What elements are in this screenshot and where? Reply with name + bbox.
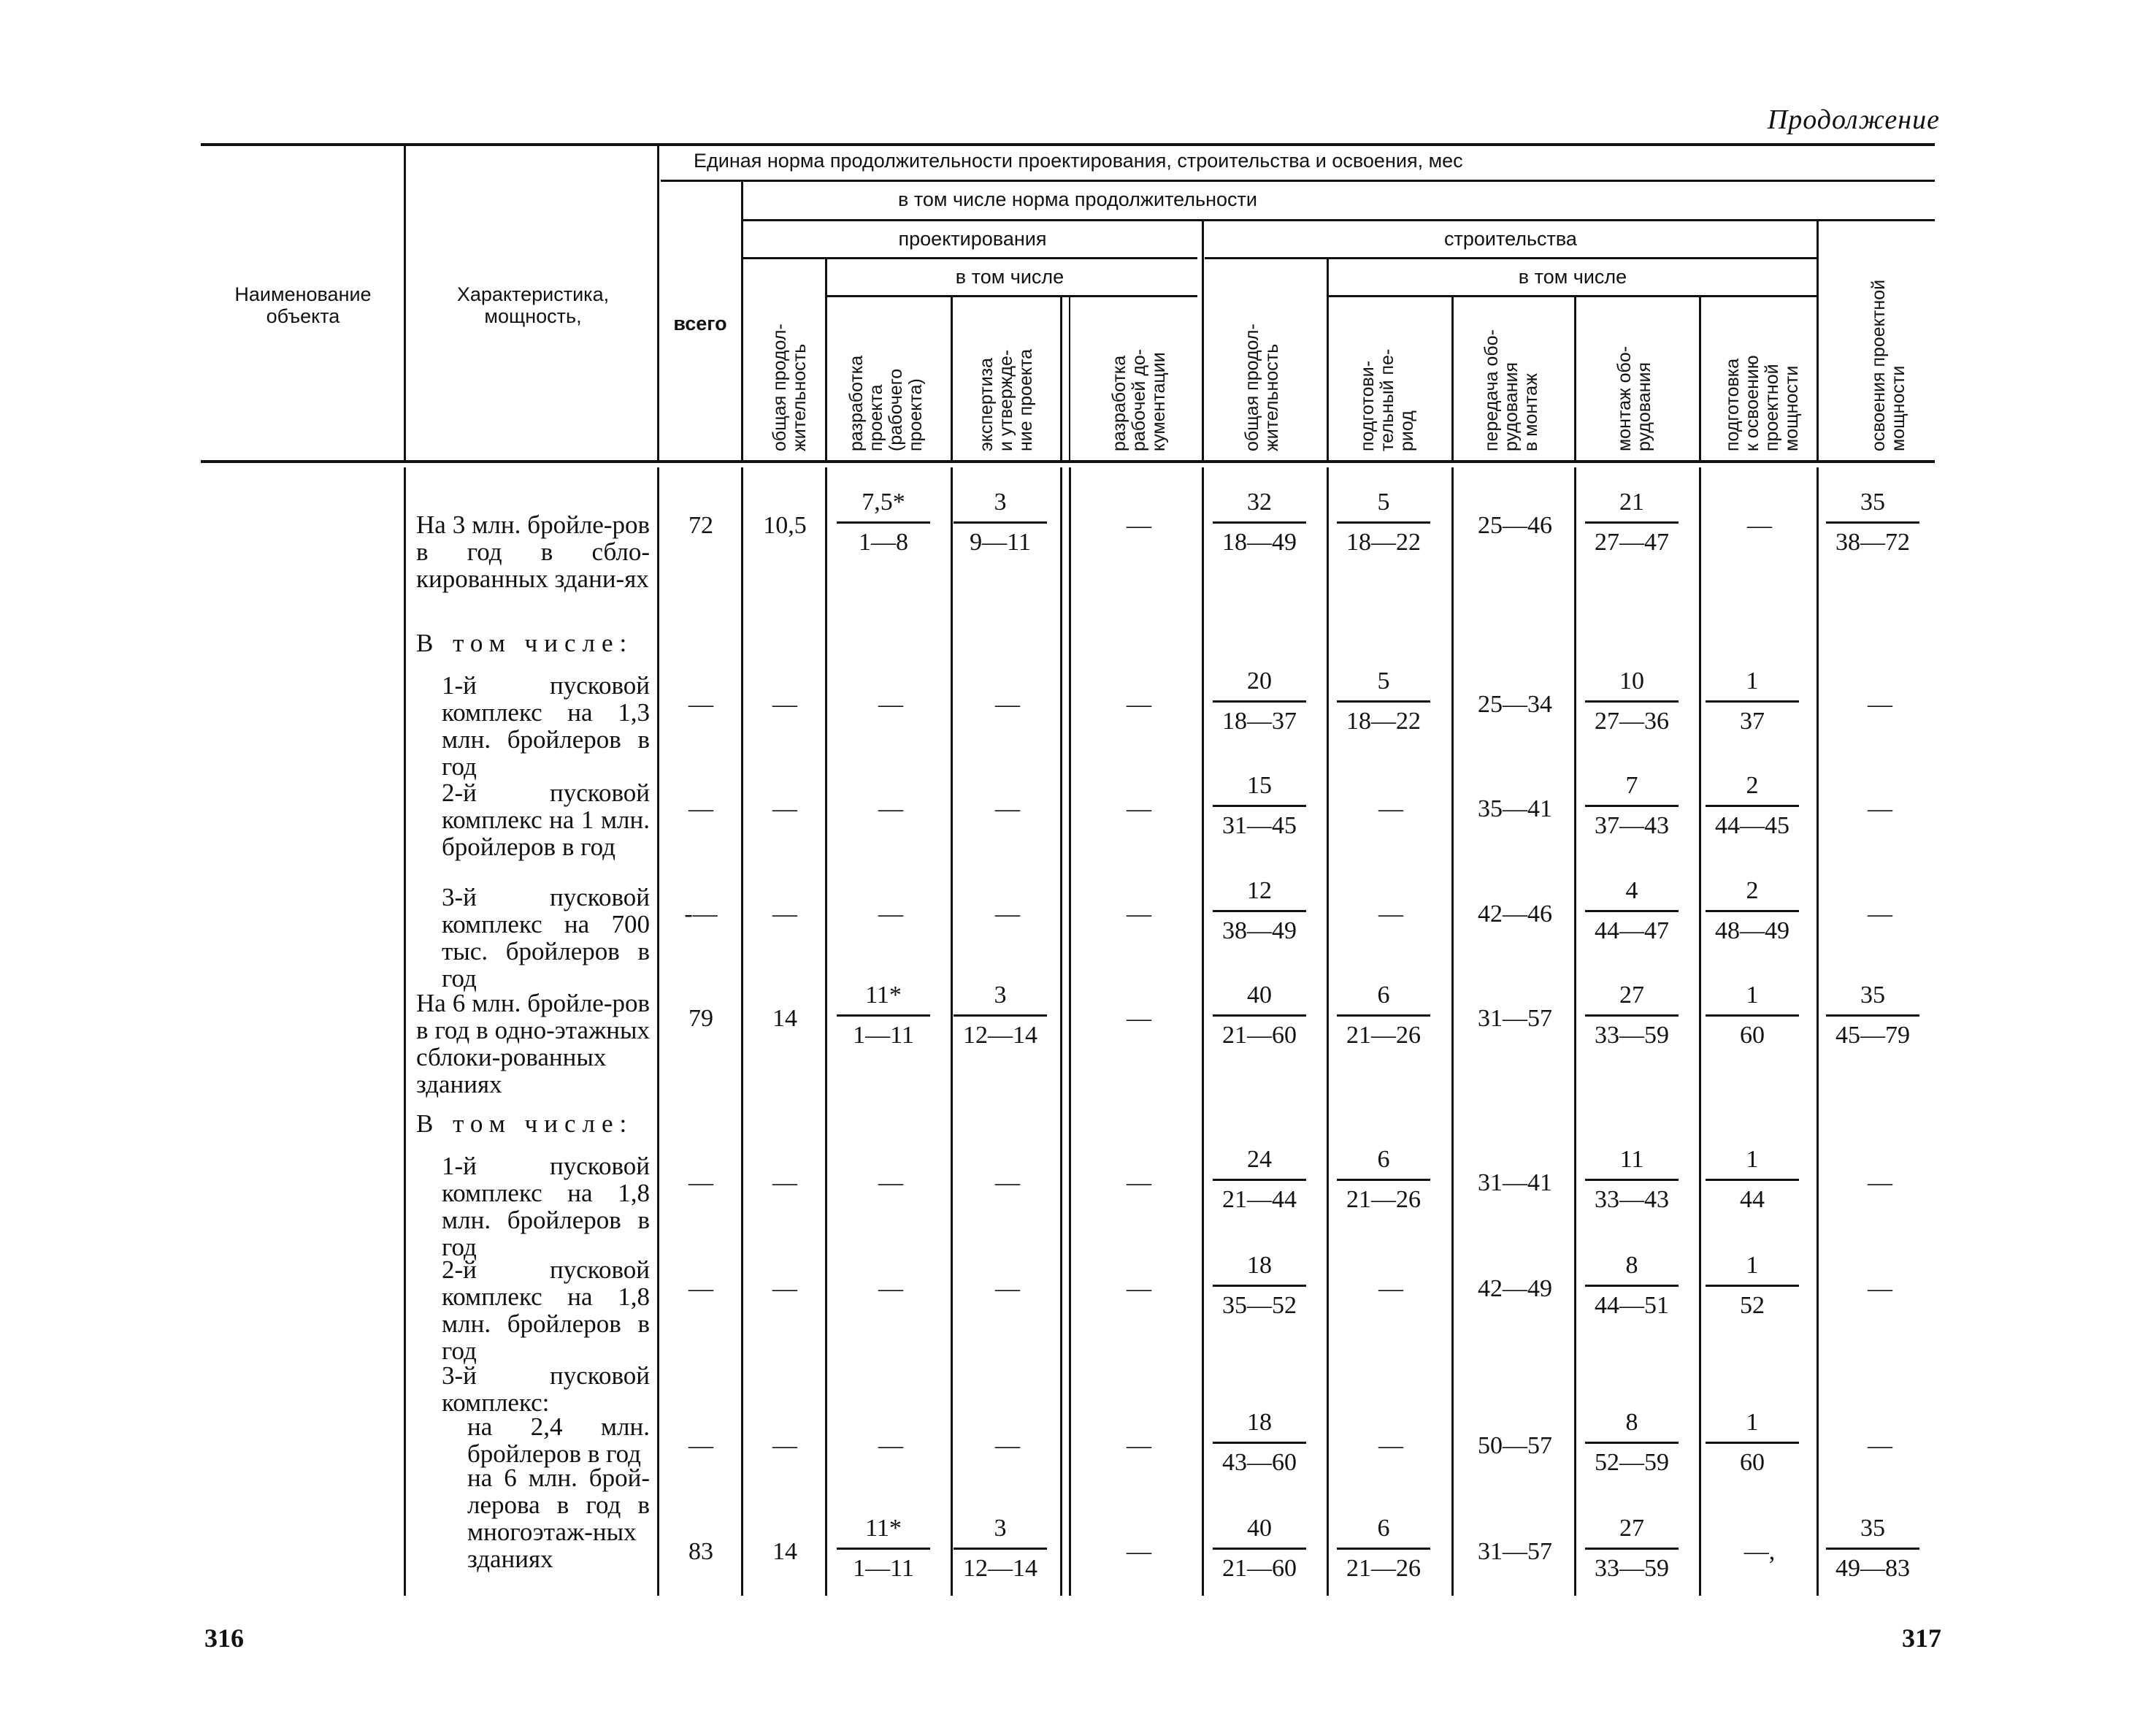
cell-total: 83 <box>688 1538 713 1565</box>
cell-work: — <box>1127 1275 1151 1302</box>
cell-mastering-numerator: 35 <box>1860 489 1885 516</box>
cell-transfer: 25—46 <box>1478 512 1552 539</box>
cell-exp: — <box>995 1275 1020 1302</box>
cell-design_total: 14 <box>772 1005 797 1032</box>
cell-total: 79 <box>688 1005 713 1032</box>
cell-prep_dev-fraction <box>1706 667 1799 736</box>
cell-mount-denominator: 44—47 <box>1595 917 1669 944</box>
header-equipment-mount: монтаж обо- рудования <box>1614 345 1654 451</box>
cell-exp-denominator: 12—14 <box>963 1555 1037 1582</box>
page-number-right: 317 <box>1902 1623 1941 1653</box>
cell-total: — <box>688 795 713 822</box>
cell-exp-fraction <box>954 981 1047 1050</box>
cell-con_total-fraction <box>1213 1251 1306 1320</box>
cell-con_total-fraction <box>1213 667 1306 736</box>
rule-under-subheader <box>741 219 1935 221</box>
cell-prep-numerator: 6 <box>1377 1515 1390 1542</box>
cell-dev-numerator: 11* <box>865 1515 902 1542</box>
cell-mount-numerator: 8 <box>1625 1252 1638 1279</box>
header-construction-inthat: в том числе <box>1518 266 1627 288</box>
cell-prep: — <box>1378 1432 1403 1459</box>
vline-h-3 <box>741 181 743 460</box>
cell-prep_dev-numerator: 1 <box>1746 668 1759 695</box>
cell-mount-fraction <box>1585 1514 1679 1583</box>
header-characteristic: Характеристика, мощность, <box>456 283 610 327</box>
cell-exp-denominator: 12—14 <box>963 1022 1037 1049</box>
cell-mount-numerator: 11 <box>1619 1146 1644 1173</box>
vline-body-5 <box>951 467 953 1596</box>
cell-design_total: — <box>772 1432 797 1459</box>
cell-con_total-denominator: 31—45 <box>1222 812 1297 839</box>
vline-body-6 <box>1060 467 1062 1596</box>
cell-con_total-numerator: 18 <box>1247 1252 1272 1279</box>
header-object-name: Наименование объекта <box>234 283 372 327</box>
vline-body-8 <box>1202 467 1204 1596</box>
header-expertise: экспертиза и утвержде- ние проекта <box>976 348 1036 451</box>
cell-mount-denominator: 27—47 <box>1595 529 1669 556</box>
cell-con_total-denominator: 21—60 <box>1222 1555 1297 1582</box>
cell-prep_dev-numerator: 2 <box>1746 877 1759 904</box>
cell-con_total-fraction <box>1213 1514 1306 1583</box>
cell-mount-fraction <box>1585 876 1679 946</box>
cell-work: — <box>1127 900 1151 927</box>
vline-h-2 <box>657 145 659 460</box>
cell-mount-numerator: 4 <box>1625 877 1638 904</box>
cell-prep-numerator: 6 <box>1377 982 1390 1009</box>
cell-prep_dev: — <box>1747 512 1772 539</box>
cell-design_total: — <box>772 691 797 718</box>
cell-design_total: — <box>772 795 797 822</box>
row-name: На 3 млн. бройле-ров в год в сбло-кированных здани-ях <box>416 510 650 593</box>
row-name: 1-й пусковой комплекс на 1,8 млн. бройлеров в год <box>442 1152 650 1261</box>
cell-prep: — <box>1378 1275 1403 1302</box>
cell-dev: — <box>878 795 903 822</box>
cell-total: 72 <box>688 512 713 539</box>
cell-prep_dev-fraction <box>1706 876 1799 946</box>
cell-mount-numerator: 8 <box>1625 1409 1638 1436</box>
cell-con_total-denominator: 18—49 <box>1222 529 1297 556</box>
row-name: В том числе: <box>416 1109 634 1138</box>
cell-mount-fraction <box>1585 771 1679 841</box>
vline-body-10 <box>1451 467 1454 1596</box>
cell-mount-numerator: 7 <box>1625 772 1638 799</box>
cell-transfer: 31—57 <box>1478 1538 1552 1565</box>
cell-dev: — <box>878 1432 903 1459</box>
vline-body-13 <box>1817 467 1819 1596</box>
cell-mount-denominator: 27—36 <box>1595 708 1669 735</box>
row-name: 3-й пусковой комплекс на 700 тыс. бройлеров в год <box>442 883 650 992</box>
cell-mastering: — <box>1868 1275 1892 1302</box>
cell-mount-denominator: 33—59 <box>1595 1022 1669 1049</box>
cell-dev-fraction <box>837 981 930 1050</box>
cell-dev-numerator: 7,5* <box>862 489 905 516</box>
cell-work: — <box>1127 1432 1151 1459</box>
cell-design_total: — <box>772 1275 797 1302</box>
cell-transfer: 35—41 <box>1478 795 1552 822</box>
cell-prep_dev: —, <box>1743 1538 1776 1565</box>
cell-con_total-fraction <box>1213 771 1306 841</box>
row-name: В том числе: <box>416 629 634 657</box>
cell-exp-numerator: 3 <box>994 982 1007 1009</box>
cell-prep_dev-denominator: 48—49 <box>1715 917 1789 944</box>
cell-dev: — <box>878 1275 903 1302</box>
cell-dev-denominator: 1—11 <box>853 1555 914 1582</box>
cell-con_total-denominator: 38—49 <box>1222 917 1297 944</box>
header-prep-period: подготови- тельный пе- риод <box>1357 348 1417 451</box>
cell-transfer: 31—41 <box>1478 1169 1552 1196</box>
cell-mastering-numerator: 35 <box>1860 1515 1885 1542</box>
cell-transfer: 31—57 <box>1478 1005 1552 1032</box>
cell-con_total-denominator: 35—52 <box>1222 1292 1297 1319</box>
cell-prep-fraction <box>1337 981 1430 1050</box>
header-project-dev: разработка проекта (рабочего проекта) <box>846 355 926 451</box>
page-number-left: 316 <box>204 1623 244 1653</box>
cell-prep_dev-fraction <box>1706 1251 1799 1320</box>
rule-top <box>201 143 1935 146</box>
cell-mount-fraction <box>1585 1251 1679 1320</box>
cell-con_total-fraction <box>1213 1145 1306 1215</box>
cell-prep_dev-fraction <box>1706 771 1799 841</box>
vline-h-12 <box>1817 219 1819 460</box>
row-name: 1-й пусковой комплекс на 1,3 млн. бройлеров в год <box>442 671 650 781</box>
cell-mastering-fraction <box>1826 1514 1919 1583</box>
cell-work: — <box>1127 1005 1151 1032</box>
cell-prep_dev-fraction <box>1706 1408 1799 1477</box>
cell-mount-numerator: 27 <box>1619 982 1644 1009</box>
header-equipment-transfer: передача обо- рудования в монтаж <box>1481 329 1541 451</box>
cell-mastering-fraction <box>1826 488 1919 557</box>
vline-h-6b <box>1069 297 1070 460</box>
cell-exp-denominator: 9—11 <box>970 529 1031 556</box>
cell-prep: — <box>1378 900 1403 927</box>
cell-mount-numerator: 10 <box>1619 668 1644 695</box>
rule-header-bottom <box>201 460 1935 463</box>
cell-con_total-numerator: 20 <box>1247 668 1272 695</box>
cell-prep-numerator: 6 <box>1377 1146 1390 1173</box>
cell-exp-numerator: 3 <box>994 489 1007 516</box>
cell-design_total: — <box>772 1169 797 1196</box>
cell-prep-denominator: 18—22 <box>1346 529 1421 556</box>
cell-mount-fraction <box>1585 1145 1679 1215</box>
cell-exp-fraction <box>954 488 1047 557</box>
cell-prep_dev-numerator: 1 <box>1746 982 1759 1009</box>
cell-mount-denominator: 44—51 <box>1595 1292 1669 1319</box>
cell-work: — <box>1127 1538 1151 1565</box>
cell-work: — <box>1127 795 1151 822</box>
cell-prep-fraction <box>1337 1145 1430 1215</box>
cell-con_total-denominator: 43—60 <box>1222 1449 1297 1476</box>
cell-dev-denominator: 1—11 <box>853 1022 914 1049</box>
vline-h-6 <box>1060 297 1062 460</box>
cell-con_total-denominator: 21—44 <box>1222 1186 1297 1213</box>
cell-prep_dev-denominator: 37 <box>1740 708 1765 735</box>
header-design-inthat: в том числе <box>955 266 1064 288</box>
cell-dev-fraction <box>837 488 930 557</box>
cell-exp: — <box>995 900 1020 927</box>
cell-work: — <box>1127 512 1151 539</box>
cell-design_total: 10,5 <box>763 512 807 539</box>
vline-h-7 <box>1202 219 1204 460</box>
cell-prep_dev-denominator: 52 <box>1740 1292 1765 1319</box>
cell-work: — <box>1127 691 1151 718</box>
cell-con_total-denominator: 21—60 <box>1222 1022 1297 1049</box>
cell-prep_dev-fraction <box>1706 1145 1799 1215</box>
vline-h-10 <box>1574 297 1576 460</box>
vline-body-7 <box>1069 467 1071 1596</box>
cell-mastering: — <box>1868 1169 1892 1196</box>
cell-exp: — <box>995 1169 1020 1196</box>
cell-mastering: — <box>1868 691 1892 718</box>
cell-exp: — <box>995 691 1020 718</box>
cell-mount-fraction <box>1585 981 1679 1050</box>
cell-con_total-numerator: 40 <box>1247 982 1272 1009</box>
cell-mastering: — <box>1868 795 1892 822</box>
cell-mastering-fraction <box>1826 981 1919 1050</box>
cell-prep_dev-denominator: 44—45 <box>1715 812 1789 839</box>
rule-under-construction <box>1205 257 1817 259</box>
row-name: 2-й пусковой комплекс на 1 млн. бройлеров в год <box>442 779 650 861</box>
cell-mount-fraction <box>1585 667 1679 736</box>
header-unified-norm: Единая норма продолжительности проектирования, строительства и освоения, мес <box>694 150 1463 172</box>
cell-dev: — <box>878 900 903 927</box>
cell-prep-denominator: 18—22 <box>1346 708 1421 735</box>
cell-transfer: 42—46 <box>1478 900 1552 927</box>
rule-under-design <box>741 257 1197 259</box>
cell-mount-numerator: 27 <box>1619 1515 1644 1542</box>
row-name: на 6 млн. брой-лерова в год в многоэтаж-ных зданиях <box>467 1464 650 1573</box>
cell-exp-numerator: 3 <box>994 1515 1007 1542</box>
header-design: проектирования <box>898 228 1047 250</box>
rule-under-top-header <box>661 180 1935 182</box>
cell-total: — <box>688 1432 713 1459</box>
cell-con_total-numerator: 12 <box>1247 877 1272 904</box>
header-capacity-mastering: освоения проектной мощности <box>1868 279 1908 451</box>
header-capacity-prep: подготовка к освоению проектной мощности <box>1722 355 1802 451</box>
vline-body-9 <box>1327 467 1329 1596</box>
header-design-total: общая продол- жительность <box>770 324 810 451</box>
cell-exp: — <box>995 1432 1020 1459</box>
cell-exp-fraction <box>954 1514 1047 1583</box>
cell-total: -— <box>684 900 718 927</box>
cell-dev: — <box>878 1169 903 1196</box>
cell-prep-denominator: 21—26 <box>1346 1022 1421 1049</box>
cell-con_total-fraction <box>1213 488 1306 557</box>
row-name: 2-й пусковой комплекс на 1,8 млн. бройлеров в год <box>442 1255 650 1365</box>
cell-mastering: — <box>1868 900 1892 927</box>
cell-dev-numerator: 11* <box>865 982 902 1009</box>
cell-total: — <box>688 691 713 718</box>
cell-design_total: — <box>772 900 797 927</box>
cell-prep-fraction <box>1337 488 1430 557</box>
vline-h-5 <box>951 297 953 460</box>
cell-prep_dev-denominator: 44 <box>1740 1186 1765 1213</box>
continuation-label: Продолжение <box>1767 104 1940 135</box>
cell-mastering-denominator: 45—79 <box>1835 1022 1910 1049</box>
cell-prep_dev-fraction <box>1706 981 1799 1050</box>
cell-prep_dev-numerator: 2 <box>1746 772 1759 799</box>
row-name: на 2,4 млн. бройлеров в год <box>467 1412 650 1468</box>
cell-transfer: 50—57 <box>1478 1432 1552 1459</box>
cell-con_total-fraction <box>1213 1408 1306 1477</box>
cell-con_total-numerator: 24 <box>1247 1146 1272 1173</box>
cell-con_total-numerator: 18 <box>1247 1409 1272 1436</box>
cell-prep-denominator: 21—26 <box>1346 1555 1421 1582</box>
cell-mastering-denominator: 49—83 <box>1835 1555 1910 1582</box>
cell-mount-denominator: 33—43 <box>1595 1186 1669 1213</box>
cell-prep-denominator: 21—26 <box>1346 1186 1421 1213</box>
cell-total: — <box>688 1169 713 1196</box>
cell-prep_dev-numerator: 1 <box>1746 1409 1759 1436</box>
cell-prep_dev-denominator: 60 <box>1740 1449 1765 1476</box>
cell-dev: — <box>878 691 903 718</box>
row-name: На 6 млн. бройле-ров в год в одно-этажных сблоки-рованных зданиях <box>416 989 650 1098</box>
cell-design_total: 14 <box>772 1538 797 1565</box>
cell-con_total-fraction <box>1213 981 1306 1050</box>
cell-dev-denominator: 1—8 <box>859 529 908 556</box>
cell-mount-numerator: 21 <box>1619 489 1644 516</box>
cell-con_total-numerator: 15 <box>1247 772 1272 799</box>
cell-mount-fraction <box>1585 1408 1679 1477</box>
cell-work: — <box>1127 1169 1151 1196</box>
cell-transfer: 42—49 <box>1478 1275 1552 1302</box>
cell-transfer: 25—34 <box>1478 691 1552 718</box>
cell-mastering-denominator: 38—72 <box>1835 529 1910 556</box>
header-construction-total: общая продол- жительность <box>1242 324 1282 451</box>
header-in-that-norm: в том числе норма продолжительности <box>898 188 1257 210</box>
cell-mastering-numerator: 35 <box>1860 982 1885 1009</box>
vline-h-4 <box>825 259 827 460</box>
cell-mount-denominator: 33—59 <box>1595 1555 1669 1582</box>
cell-prep-fraction <box>1337 1514 1430 1583</box>
cell-total: — <box>688 1275 713 1302</box>
vline-body-1 <box>404 467 406 1596</box>
cell-exp: — <box>995 795 1020 822</box>
vline-body-12 <box>1699 467 1701 1596</box>
cell-mount-denominator: 37—43 <box>1595 812 1669 839</box>
cell-mastering: — <box>1868 1432 1892 1459</box>
cell-con_total-numerator: 40 <box>1247 1515 1272 1542</box>
cell-prep-numerator: 5 <box>1377 489 1390 516</box>
cell-prep-numerator: 5 <box>1377 668 1390 695</box>
cell-mount-fraction <box>1585 488 1679 557</box>
header-construction: строительства <box>1444 228 1577 250</box>
cell-prep: — <box>1378 795 1403 822</box>
header-total: всего <box>673 313 727 334</box>
cell-prep_dev-denominator: 60 <box>1740 1022 1765 1049</box>
vline-h-1 <box>404 145 406 460</box>
row-name: 3-й пусковой комплекс: <box>442 1361 650 1417</box>
cell-con_total-numerator: 32 <box>1247 489 1272 516</box>
cell-con_total-fraction <box>1213 876 1306 946</box>
cell-mount-denominator: 52—59 <box>1595 1449 1669 1476</box>
cell-dev-fraction <box>837 1514 930 1583</box>
cell-prep_dev-numerator: 1 <box>1746 1252 1759 1279</box>
vline-body-11 <box>1574 467 1576 1596</box>
cell-con_total-denominator: 18—37 <box>1222 708 1297 735</box>
cell-prep_dev-numerator: 1 <box>1746 1146 1759 1173</box>
vline-h-9 <box>1451 297 1454 460</box>
header-working-docs: разработка рабочей до- кументации <box>1109 348 1169 451</box>
vline-h-11 <box>1699 297 1701 460</box>
cell-prep-fraction <box>1337 667 1430 736</box>
vline-h-8 <box>1327 259 1329 460</box>
